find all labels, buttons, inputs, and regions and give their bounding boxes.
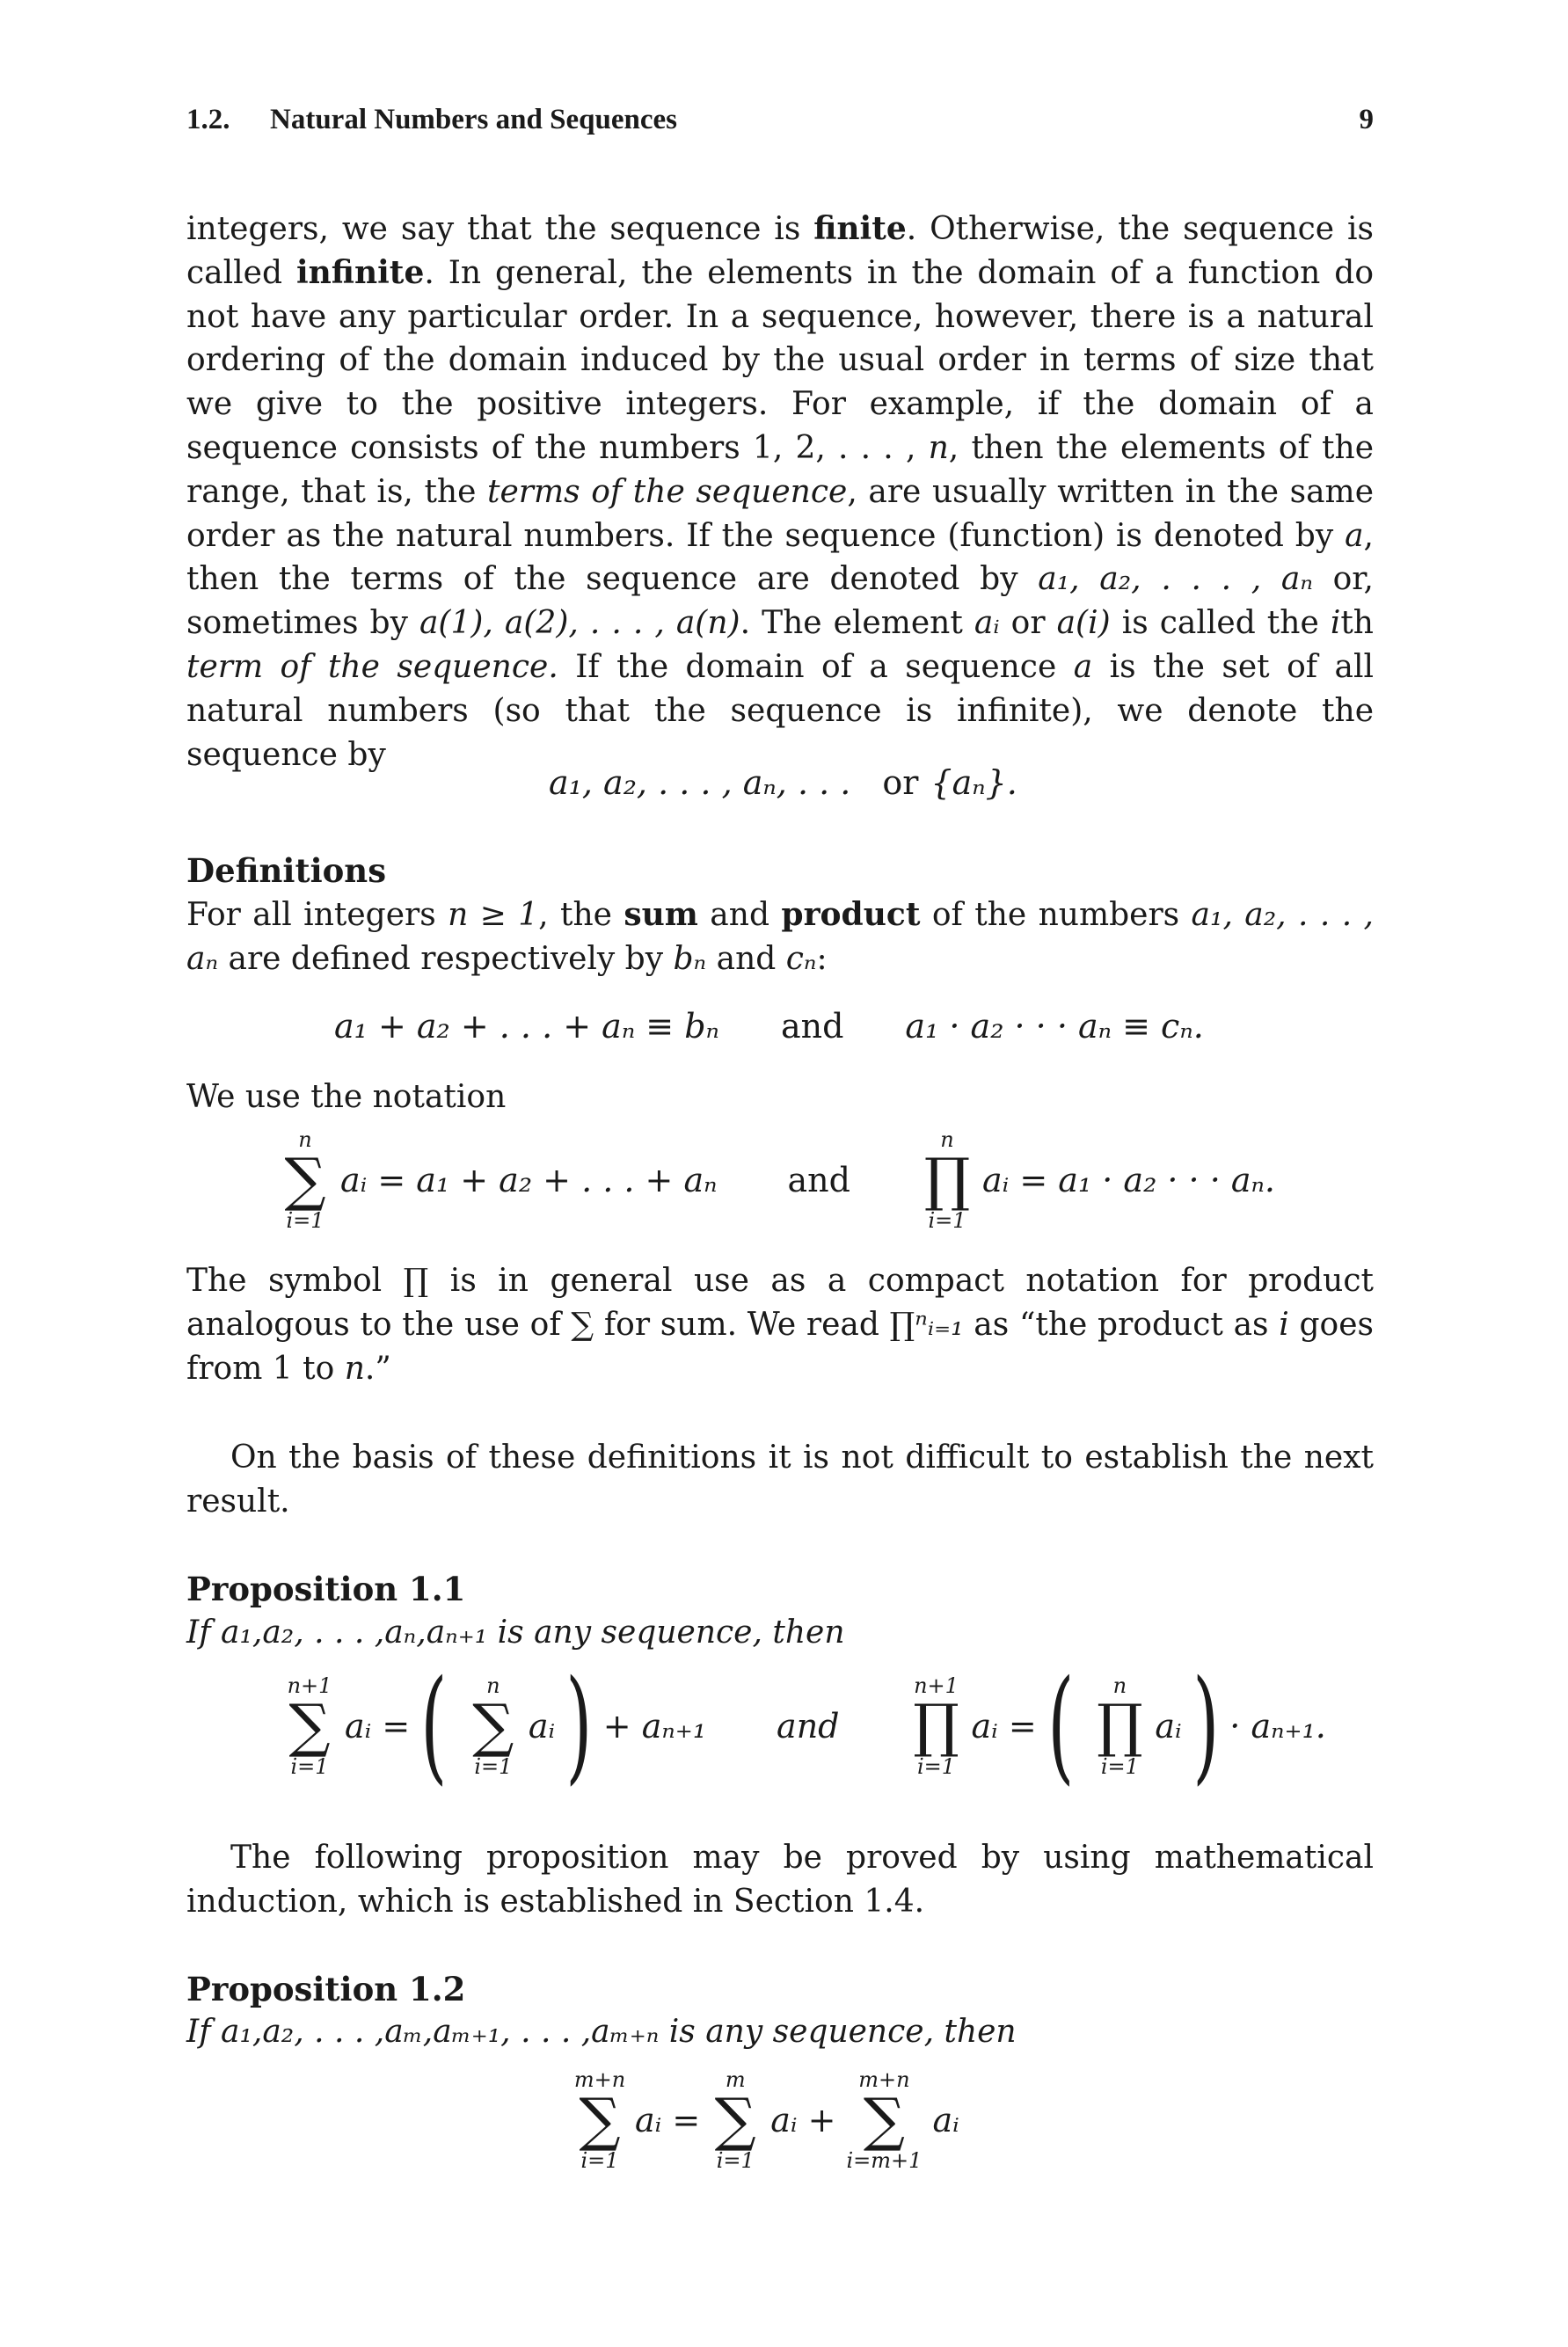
page-number: 9 [1359,104,1374,135]
paragraph-sequences: integers, we say that the sequence is finite. Otherwise, the sequence is called infinite. In general, the elements in the domain of a function do not have any particular order. In a sequence, however, there is a natural ordering of the domain induced by the usual order in terms of size that we give to the positive integers. For example, if the domain of a sequence consists of the numbers 1, 2, . . . , n, then the elements of the range, that is, the terms of the sequence, are usually written in the same order as the natural numbers. If the sequence (function) is denoted by a, then the terms of the sequence are denoted by a₁, a₂, . . . , aₙ or, sometimes by a(1), a(2), . . . , a(n). The element aᵢ or a(i) is called the ith term of the sequence. If the domain of a sequence a is the set of all natural numbers (so that the sequence is infinite), we denote the sequence by [186,210,1375,773]
section-number: 1.2. [186,104,230,135]
notation-intro: We use the notation [186,1079,507,1115]
product-operator-inner: n ∏ i=1 [1097,1673,1143,1779]
term-infinite: infinite [295,253,425,291]
paragraph-basis: On the basis of these definitions it is not difficult to establish the next result. [186,1440,1374,1520]
paragraph-product-symbol: The symbol ∏ is in general use as a compact notation for product analogous to the use of ∑ for sum. We read ∏ⁿᵢ₌₁ as “the product as i goes from 1 to n.” [186,1263,1374,1387]
product-symbol-inline: ∏ [403,1263,429,1299]
equation-sigma-pi-notation: n ∑ i=1 aᵢ = a₁ + a₂ + . . . + aₙ and n ∏ i=1 aᵢ = a₁ · a₂ · · · aₙ. [270,1128,1275,1232]
equation-sequence-notation: a₁, a₂, . . . , aₙ, . . . or {aₙ}. [549,763,1017,802]
equation-sum-product-def: a₁ + a₂ + . . . + aₙ ≡ bₙ and a₁ · a₂ · · · aₙ ≡ cₙ. [334,1007,1204,1046]
equation-proposition-1-1: n+1 ∑ i=1 aᵢ = ( n ∑ i=1 aᵢ ) + aₙ₊₁ and n+1 ∏ i=1 aᵢ = ( n ∏ i=1 aᵢ ) · aₙ₊₁. [274,1665,1326,1788]
sum-symbol-inline: ∑ [571,1306,594,1343]
emphasis-term: term of the sequence. [186,648,558,685]
section-title: Natural Numbers and Sequences [270,104,677,135]
sum-operator: m ∑ i=1 [714,2067,756,2173]
sum-operator-inner: n ∑ i=1 [472,1673,514,1779]
product-operator: n+1 ∏ i=1 [913,1673,959,1779]
emphasis-terms: terms of the sequence [487,473,848,510]
sum-operator: m+n ∑ i=m+1 [846,2067,923,2173]
proposition-1-2-heading: Proposition 1.2 [186,1970,466,2008]
proposition-1-1-heading: Proposition 1.1 [186,1570,466,1608]
sum-operator: n+1 ∑ i=1 [287,1673,332,1779]
proposition-1-1-statement: If a₁,a₂, . . . ,aₙ,aₙ₊₁ is any sequence, then [186,1614,845,1651]
equation-proposition-1-2: m+n ∑ i=1 aᵢ = m ∑ i=1 aᵢ + m+n ∑ i=m+1 aᵢ [565,2068,959,2172]
term-finite: finite [813,210,907,247]
sum-operator: n ∑ i=1 [284,1127,326,1233]
definitions-text: For all integers n ≥ 1, the sum and product of the numbers a₁, a₂, . . . , aₙ are defined respectively by bₙ and cₙ: [186,896,1374,977]
sum-operator: m+n ∑ i=1 [573,2067,626,2173]
product-operator: n ∏ i=1 [923,1127,971,1233]
definitions-heading: Definitions [186,851,387,890]
paragraph-induction: The following proposition may be proved by using mathematical induction, which is established in Section 1.4. [186,1840,1374,1920]
proposition-1-2-statement: If a₁,a₂, . . . ,aₘ,aₘ₊₁, . . . ,aₘ₊ₙ is any sequence, then [186,2014,1017,2050]
